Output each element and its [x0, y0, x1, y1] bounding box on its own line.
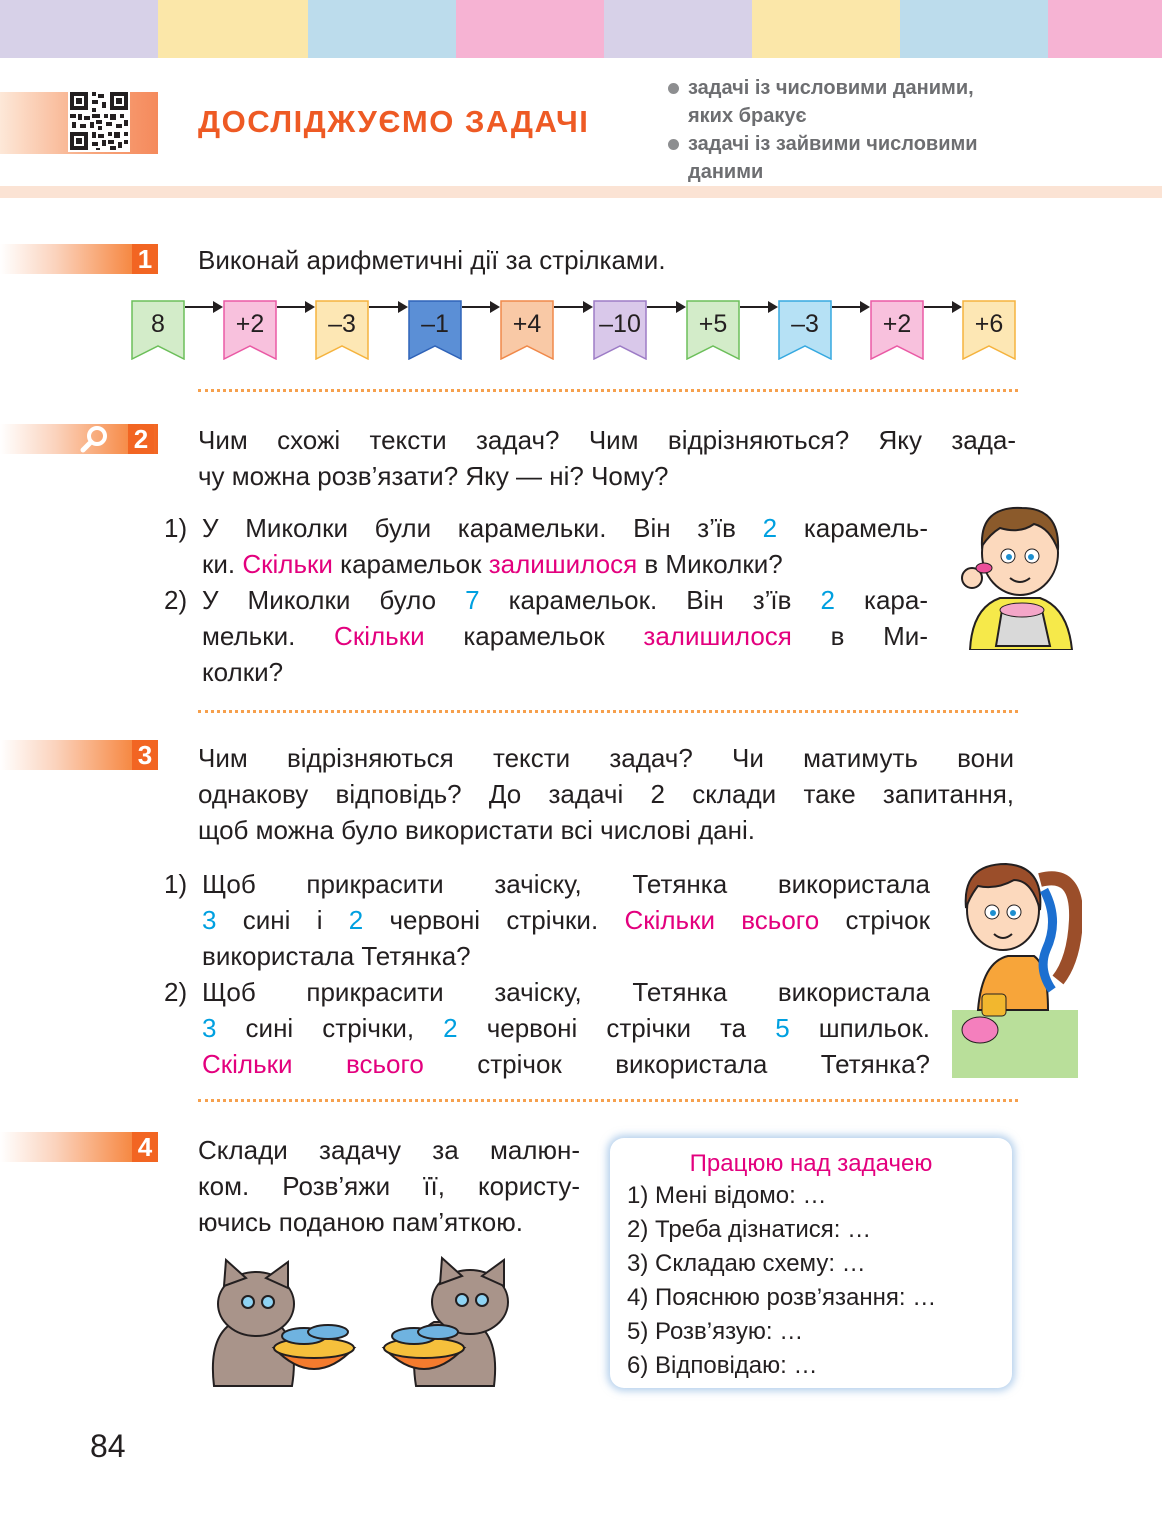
chain-arrow [647, 306, 684, 308]
chain-flag [870, 300, 924, 360]
chain-arrow [462, 306, 498, 308]
chain-flag [315, 300, 369, 360]
text-run: червоні стрічки. [363, 905, 625, 935]
chain-value: –3 [791, 310, 819, 338]
problem-line [202, 618, 928, 654]
chain-value: –3 [328, 310, 356, 338]
question-line: Склади задачу за малюн- [198, 1135, 580, 1165]
text-run: мельки. [202, 621, 335, 651]
number-highlight: 3 [202, 905, 217, 935]
text-run: стрічок використала Тетянка? [423, 1049, 930, 1079]
text-run: в Миколки? [637, 549, 783, 579]
question-line: чу можна розв’язати? Яку — ні? Чому? [198, 461, 669, 491]
number-highlight: 2 [820, 585, 835, 615]
text-run: ки. [202, 549, 243, 579]
chain-value: –10 [599, 310, 641, 338]
chain-value: +5 [698, 310, 728, 338]
text-run: сині і [216, 905, 349, 935]
task-number: 3 [132, 740, 158, 770]
problem-2 [164, 974, 930, 1082]
chain-flag [131, 300, 185, 360]
problem-line [202, 1010, 930, 1046]
text-run: карамельок. Він з’їв [479, 585, 821, 615]
problem-line [202, 1046, 930, 1082]
chain-arrow [924, 306, 960, 308]
number-highlight: 2 [443, 1013, 458, 1043]
question-line: ком. Розв’яжи її, користу- [198, 1171, 580, 1201]
problem-1 [164, 866, 930, 974]
top-stripe-4 [456, 0, 604, 58]
text-run: червоні стрічки та [457, 1013, 776, 1043]
chain-value: +6 [974, 310, 1004, 338]
problem-line: колки? [202, 657, 284, 687]
boy-illustration [950, 498, 1085, 650]
top-stripe-8 [1048, 0, 1162, 58]
topic-text: задачі із числовими даними, [688, 77, 974, 99]
chain-arrow [740, 306, 776, 308]
top-stripe-1 [0, 0, 158, 58]
task-number: 2 [128, 424, 154, 454]
text-run: карамель- [777, 513, 928, 543]
number-highlight: 5 [775, 1013, 790, 1043]
task1-text: Виконай арифметичні дії за стрілками. [198, 245, 666, 275]
problem-line: Щоб прикрасити зачіску, Тетянка використала [202, 977, 930, 1007]
chain-flag [962, 300, 1016, 360]
keyword-highlight: залишилося [643, 621, 792, 651]
page-title: ДОСЛІДЖУЄМО ЗАДАЧІ [198, 104, 590, 139]
chain-arrow [554, 306, 591, 308]
chain-value: +2 [882, 310, 912, 338]
keyword-highlight: Скільки [242, 549, 333, 579]
text-run: стрічок [819, 905, 930, 935]
question-line: ючись поданою пам’яткою. [198, 1207, 523, 1237]
memo-item: 2) Треба дізнатися: … [627, 1216, 872, 1243]
problem-number: 1) [164, 513, 188, 543]
question-line: Чим схожі тексти задач? Чим відрізняються? Яку зада- [198, 425, 1016, 455]
topic-text: задачі із зайвими числовими [688, 133, 978, 155]
problem-line: використала Тетянка? [202, 941, 471, 971]
chain-arrow [277, 306, 313, 308]
problem-line [202, 546, 928, 582]
topic-item [668, 74, 978, 102]
memo-item: 3) Складаю схему: … [627, 1250, 866, 1277]
text-run: шпильок. [789, 1013, 930, 1043]
task2-question [198, 422, 1016, 494]
chain-value: –1 [421, 310, 449, 338]
task3-question [198, 740, 1014, 848]
text-run: в Ми- [791, 621, 928, 651]
topic-list [668, 74, 978, 186]
problem-number: 1) [164, 869, 188, 899]
chain-flag [686, 300, 740, 360]
memo-title: Працюю над задачею [689, 1150, 933, 1177]
topic-text: даними [688, 161, 764, 183]
problem-line: Щоб прикрасити зачіску, Тетянка використала [202, 869, 930, 899]
header-divider [0, 186, 1162, 198]
memo-item: 4) Пояснюю розв’язання: … [627, 1284, 937, 1311]
number-highlight: 7 [465, 585, 480, 615]
problem-number: 2) [164, 585, 188, 615]
girl-illustration [948, 850, 1082, 1080]
dotted-divider [198, 1099, 1018, 1102]
chain-flag [593, 300, 647, 360]
text-run: У Миколки були карамельки. Він з’їв [202, 513, 763, 543]
keyword-highlight: Скільки всього [202, 1049, 424, 1079]
chain-arrow [185, 306, 221, 308]
chain-arrow [369, 306, 406, 308]
task-number: 4 [132, 1132, 158, 1162]
chain-flag [408, 300, 462, 360]
task-number: 1 [132, 244, 158, 274]
problem-1 [164, 510, 928, 582]
dotted-divider [198, 389, 1018, 392]
page-number: 84 [90, 1428, 126, 1464]
cats-illustration [204, 1256, 554, 1390]
qr-code-icon[interactable] [68, 90, 130, 152]
text-run: карамельок [332, 549, 489, 579]
problem-line [202, 582, 928, 618]
top-stripe-7 [900, 0, 1048, 58]
topic-text: яких бракує [688, 105, 807, 127]
topic-item [668, 130, 978, 158]
number-highlight: 3 [202, 1013, 217, 1043]
problem-number: 2) [164, 977, 188, 1007]
memo-item: 5) Розв’язую: … [627, 1318, 804, 1345]
top-stripe-6 [752, 0, 900, 58]
keyword-highlight: Скільки [334, 621, 425, 651]
chain-value: +4 [512, 310, 542, 338]
chain-flag [223, 300, 277, 360]
text-run: сині стрічки, [216, 1013, 444, 1043]
memo-card [610, 1138, 1012, 1388]
problem-line [202, 902, 930, 938]
task4-question [198, 1132, 580, 1240]
keyword-highlight: Скільки всього [624, 905, 820, 935]
question-line: однакову відповідь? До задачі 2 склади таке запитання, [198, 779, 1014, 809]
memo-item: 1) Мені відомо: … [627, 1182, 827, 1209]
chain-value: 8 [151, 310, 165, 338]
text-run: карамельок [424, 621, 644, 651]
number-highlight: 2 [762, 513, 778, 543]
number-highlight: 2 [348, 905, 364, 935]
dotted-divider [198, 710, 1018, 713]
magnifier-icon [80, 424, 110, 454]
top-stripe-3 [308, 0, 456, 58]
text-run: У Миколки було [202, 585, 466, 615]
question-line: щоб можна було використати всі числові дані. [198, 815, 755, 845]
chain-flag [500, 300, 554, 360]
chain-value: +2 [235, 310, 265, 338]
text-run: кара- [834, 585, 928, 615]
chain-flag [778, 300, 832, 360]
question-line: Чим відрізняються тексти задач? Чи матимуть вони [198, 743, 1014, 773]
top-stripe-5 [604, 0, 752, 58]
top-stripe-2 [158, 0, 308, 58]
problem-2 [164, 582, 928, 690]
memo-item: 6) Відповідаю: … [627, 1352, 818, 1379]
chain-arrow [832, 306, 868, 308]
keyword-highlight: залишилося [488, 549, 638, 579]
problem-line [202, 510, 928, 546]
